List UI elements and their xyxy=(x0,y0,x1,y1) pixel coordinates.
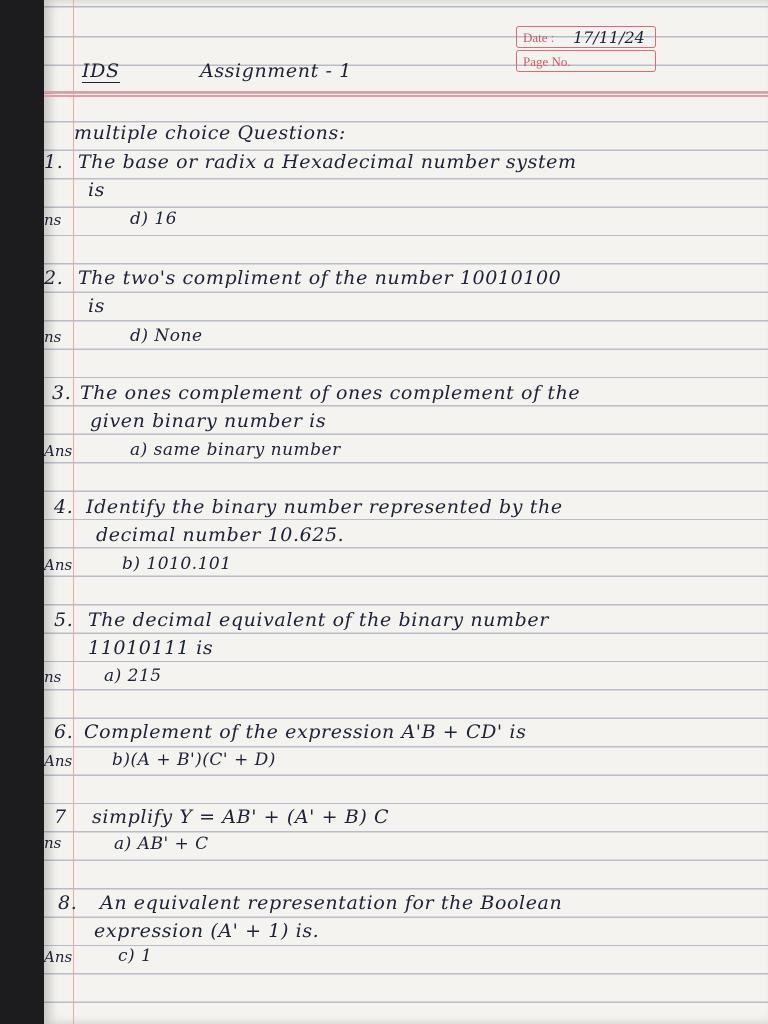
question-number: 2. xyxy=(44,267,64,289)
date-value: 17/11/24 xyxy=(573,28,645,47)
assignment-title: Assignment - 1 xyxy=(200,60,352,82)
question-text: The decimal equivalent of the binary number xyxy=(88,609,549,631)
answer: a) AB' + C xyxy=(114,834,209,854)
question-text: The base or radix a Hexadecimal number system xyxy=(78,151,577,173)
question-text: decimal number 10.625. xyxy=(96,524,345,546)
answer: b) 1010.101 xyxy=(122,554,232,574)
section-heading: multiple choice Questions: xyxy=(74,122,346,144)
question-text: is xyxy=(88,179,106,201)
header-rule xyxy=(44,91,768,93)
question-number: 3. xyxy=(52,382,72,404)
answer-label: ns xyxy=(44,211,62,229)
question-text: The two's compliment of the number 10010100 xyxy=(78,267,562,289)
answer: d) 16 xyxy=(130,209,178,229)
header-rule xyxy=(44,95,768,97)
question-text: simplify Y = AB' + (A' + B) C xyxy=(92,806,390,828)
question-number: 7 xyxy=(54,806,67,828)
answer-label: ns xyxy=(44,834,62,852)
question-text: Complement of the expression A'B + CD' is xyxy=(84,721,527,743)
date-box xyxy=(516,26,656,48)
answer: a) same binary number xyxy=(130,440,341,460)
question-number: 5. xyxy=(54,609,74,631)
answer-label: ns xyxy=(44,668,62,686)
date-label: Date : xyxy=(523,30,555,45)
page-number-box xyxy=(516,50,656,72)
question-text: given binary number is xyxy=(90,410,327,432)
answer-label: ns xyxy=(44,328,62,346)
answer-label: Ans xyxy=(44,948,73,966)
question-number: 4. xyxy=(54,496,74,518)
page-label: Page No. xyxy=(523,54,571,69)
answer: b)(A + B')(C' + D) xyxy=(112,750,276,770)
question-text: The ones complement of ones complement of the xyxy=(80,382,581,404)
answer: d) None xyxy=(130,326,203,346)
question-text: An equivalent representation for the Boolean xyxy=(100,892,563,914)
question-text: expression (A' + 1) is. xyxy=(94,920,320,942)
question-number: 1. xyxy=(44,151,64,173)
answer-label: Ans xyxy=(44,442,73,460)
answer-label: Ans xyxy=(44,556,73,574)
notebook-page xyxy=(44,0,768,1024)
question-number: 6. xyxy=(54,721,74,743)
question-text: 11010111 is xyxy=(88,637,214,659)
question-text: is xyxy=(88,295,106,317)
answer-label: Ans xyxy=(44,752,73,770)
answer: a) 215 xyxy=(104,666,162,686)
subject: IDS xyxy=(82,60,120,82)
question-text: Identify the binary number represented by the xyxy=(86,496,563,518)
answer: c) 1 xyxy=(118,946,153,966)
question-number: 8. xyxy=(58,892,78,914)
